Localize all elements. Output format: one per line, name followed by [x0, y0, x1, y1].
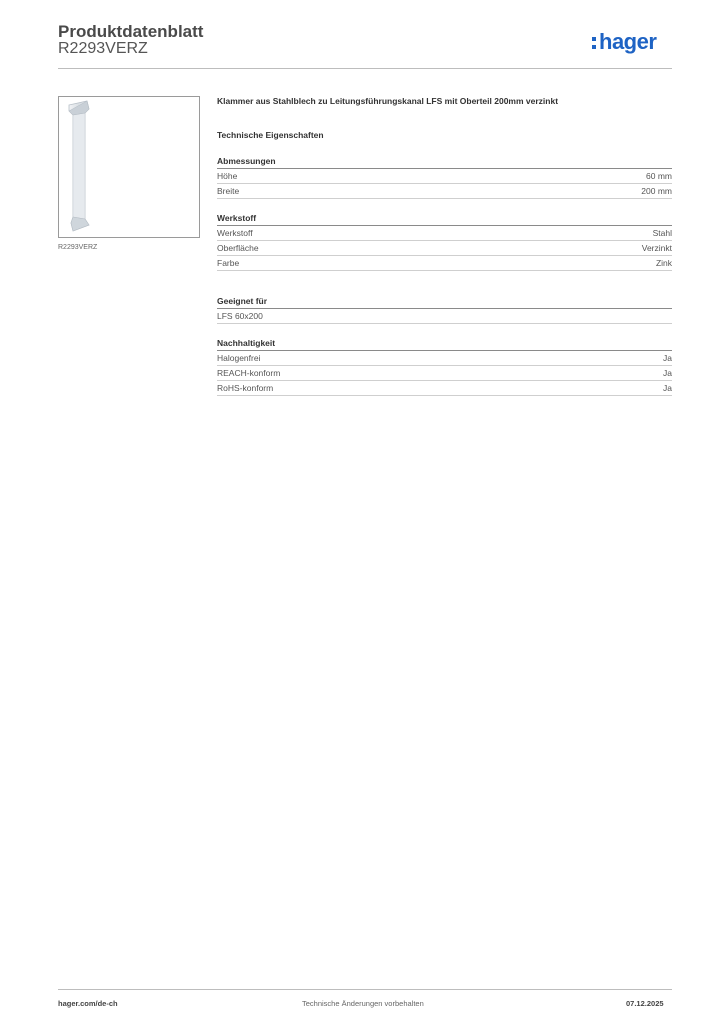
row-value: Verzinkt [641, 243, 672, 253]
table-row [217, 256, 672, 271]
row-value: 200 mm [641, 186, 672, 196]
product-image [58, 96, 200, 238]
row-label: LFS 60x200 [217, 311, 263, 321]
clamp-image-icon [59, 97, 199, 237]
table-row [217, 309, 672, 324]
row-label: Höhe [217, 171, 238, 181]
table-row [217, 241, 672, 256]
row-value: Stahl [652, 228, 672, 238]
section-material [217, 212, 672, 271]
row-label: RoHS-konform [217, 383, 274, 393]
row-label: Farbe [217, 258, 240, 268]
row-label: Breite [217, 186, 240, 196]
footer-website-link[interactable]: hager.com/de-ch [58, 999, 118, 1008]
image-caption: R2293VERZ [58, 244, 98, 251]
row-value: 60 mm [646, 171, 672, 181]
page-title: Produktdatenblatt [58, 22, 204, 41]
row-label: Oberfläche [217, 243, 259, 253]
footer-divider [58, 989, 672, 990]
table-row [217, 226, 672, 241]
content-area [217, 96, 672, 396]
section-dimensions [217, 155, 672, 199]
product-code: R2293VERZ [58, 40, 148, 57]
row-value: Ja [663, 383, 672, 393]
section-title: Werkstoff [217, 212, 672, 226]
product-description: Klammer aus Stahlblech zu Leitungsführungskanal LFS mit Oberteil 200mm verzinkt [217, 96, 559, 106]
section-title: Nachhaltigkeit [217, 337, 672, 351]
row-label: Werkstoff [217, 228, 253, 238]
hager-logo[interactable] [592, 28, 656, 56]
row-label: Halogenfrei [217, 353, 261, 363]
section-sustainability [217, 337, 672, 396]
section-suitable-for [217, 295, 672, 324]
row-label: REACH-konform [217, 368, 281, 378]
section-title: Abmessungen [217, 155, 672, 169]
header-divider [58, 68, 672, 69]
table-row [217, 351, 672, 366]
table-row [217, 184, 672, 199]
table-row [217, 366, 672, 381]
technical-properties-heading: Technische Eigenschaften [217, 130, 324, 140]
section-title: Geeignet für [217, 295, 672, 309]
logo-text: hager [599, 29, 657, 54]
row-value: Zink [655, 258, 672, 268]
footer-notice: Technische Änderungen vorbehalten [302, 999, 424, 1008]
logo-dots-icon [592, 37, 596, 49]
row-value: Ja [663, 368, 672, 378]
table-row [217, 169, 672, 184]
footer-date: 07.12.2025 [626, 999, 664, 1008]
table-row [217, 381, 672, 396]
row-value: Ja [663, 353, 672, 363]
